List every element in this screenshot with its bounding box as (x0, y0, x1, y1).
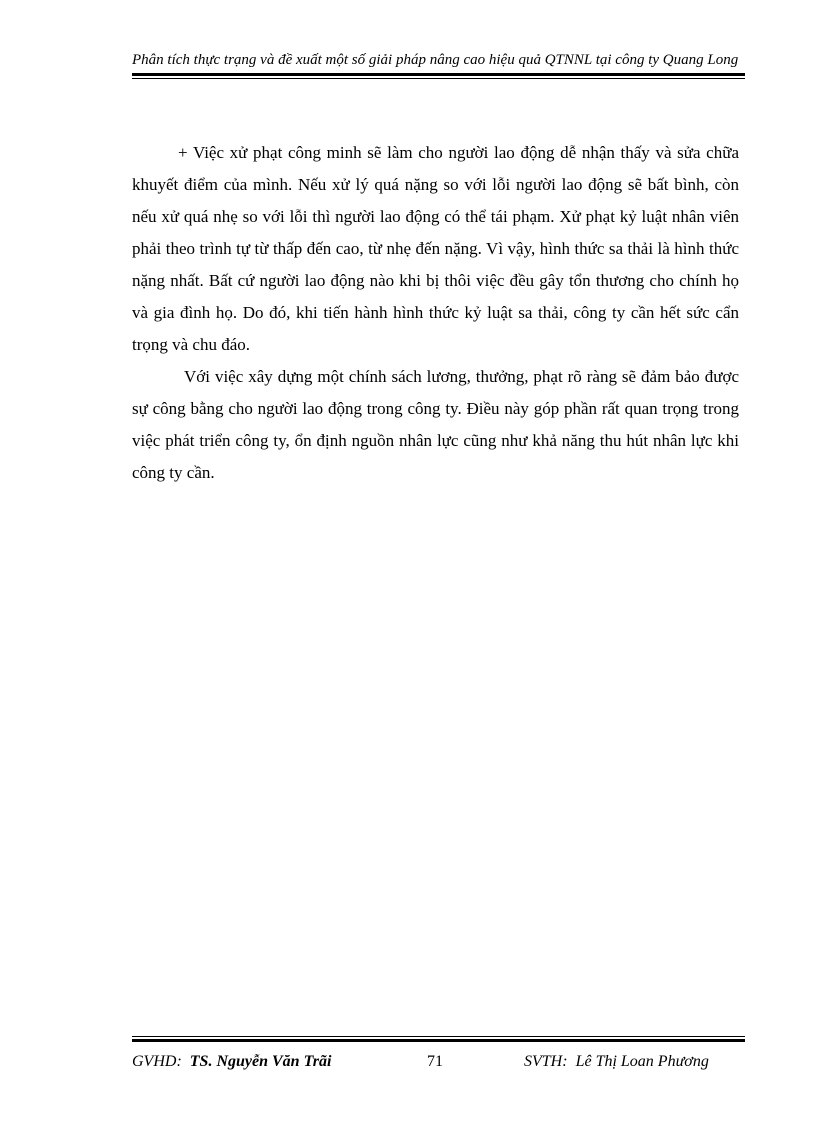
advisor-label: GVHD: (132, 1053, 182, 1070)
student-name: Lê Thị Loan Phương (575, 1053, 709, 1070)
footer-rule-thin (132, 1036, 745, 1037)
student-label: SVTH: (524, 1053, 568, 1070)
header-rule-thick (132, 73, 745, 76)
footer-advisor (132, 1050, 331, 1074)
paragraph-2: Với việc xây dựng một chính sách lương, thưởng, phạt rõ ràng sẽ đảm bảo được sự công bằng cho người lao động trong công ty. Điều này góp phần rất quan trọng trong việc phát triển công ty, ổn định nguồn nhân lực cũng như khả năng thu hút nhân lực khi công ty cần. (132, 367, 739, 482)
footer-student (524, 1050, 709, 1074)
paragraph-1: + Việc xử phạt công minh sẽ làm cho người lao động dễ nhận thấy và sửa chữa khuyết điểm của mình. Nếu xử lý quá nặng so với lỗi người lao động sẽ bất bình, còn nếu xử quá nhẹ so với lỗi thì người lao động có thể tái phạm. Xử phạt kỷ luật nhân viên phải theo trình tự từ thấp đến cao, từ nhẹ đến nặng. Vì vậy, hình thức sa thải là hình thức nặng nhất. Bất cứ người lao động nào khi bị thôi việc đều gây tổn thương cho chính họ và gia đình họ. Do đó, khi tiến hành hình thức kỷ luật sa thải, công ty cần hết sức cẩn trọng và chu đáo. (132, 143, 739, 354)
body-text (132, 137, 739, 489)
page-number: 71 (427, 1053, 443, 1070)
header-title: Phân tích thực trạng và đề xuất một số giải pháp nâng cao hiệu quả QTNNL tại công ty Quang Long (132, 52, 739, 68)
advisor-name: TS. Nguyễn Văn Trãi (189, 1053, 332, 1070)
header-rule-thin (132, 78, 745, 79)
footer-rule-thick (132, 1039, 745, 1042)
